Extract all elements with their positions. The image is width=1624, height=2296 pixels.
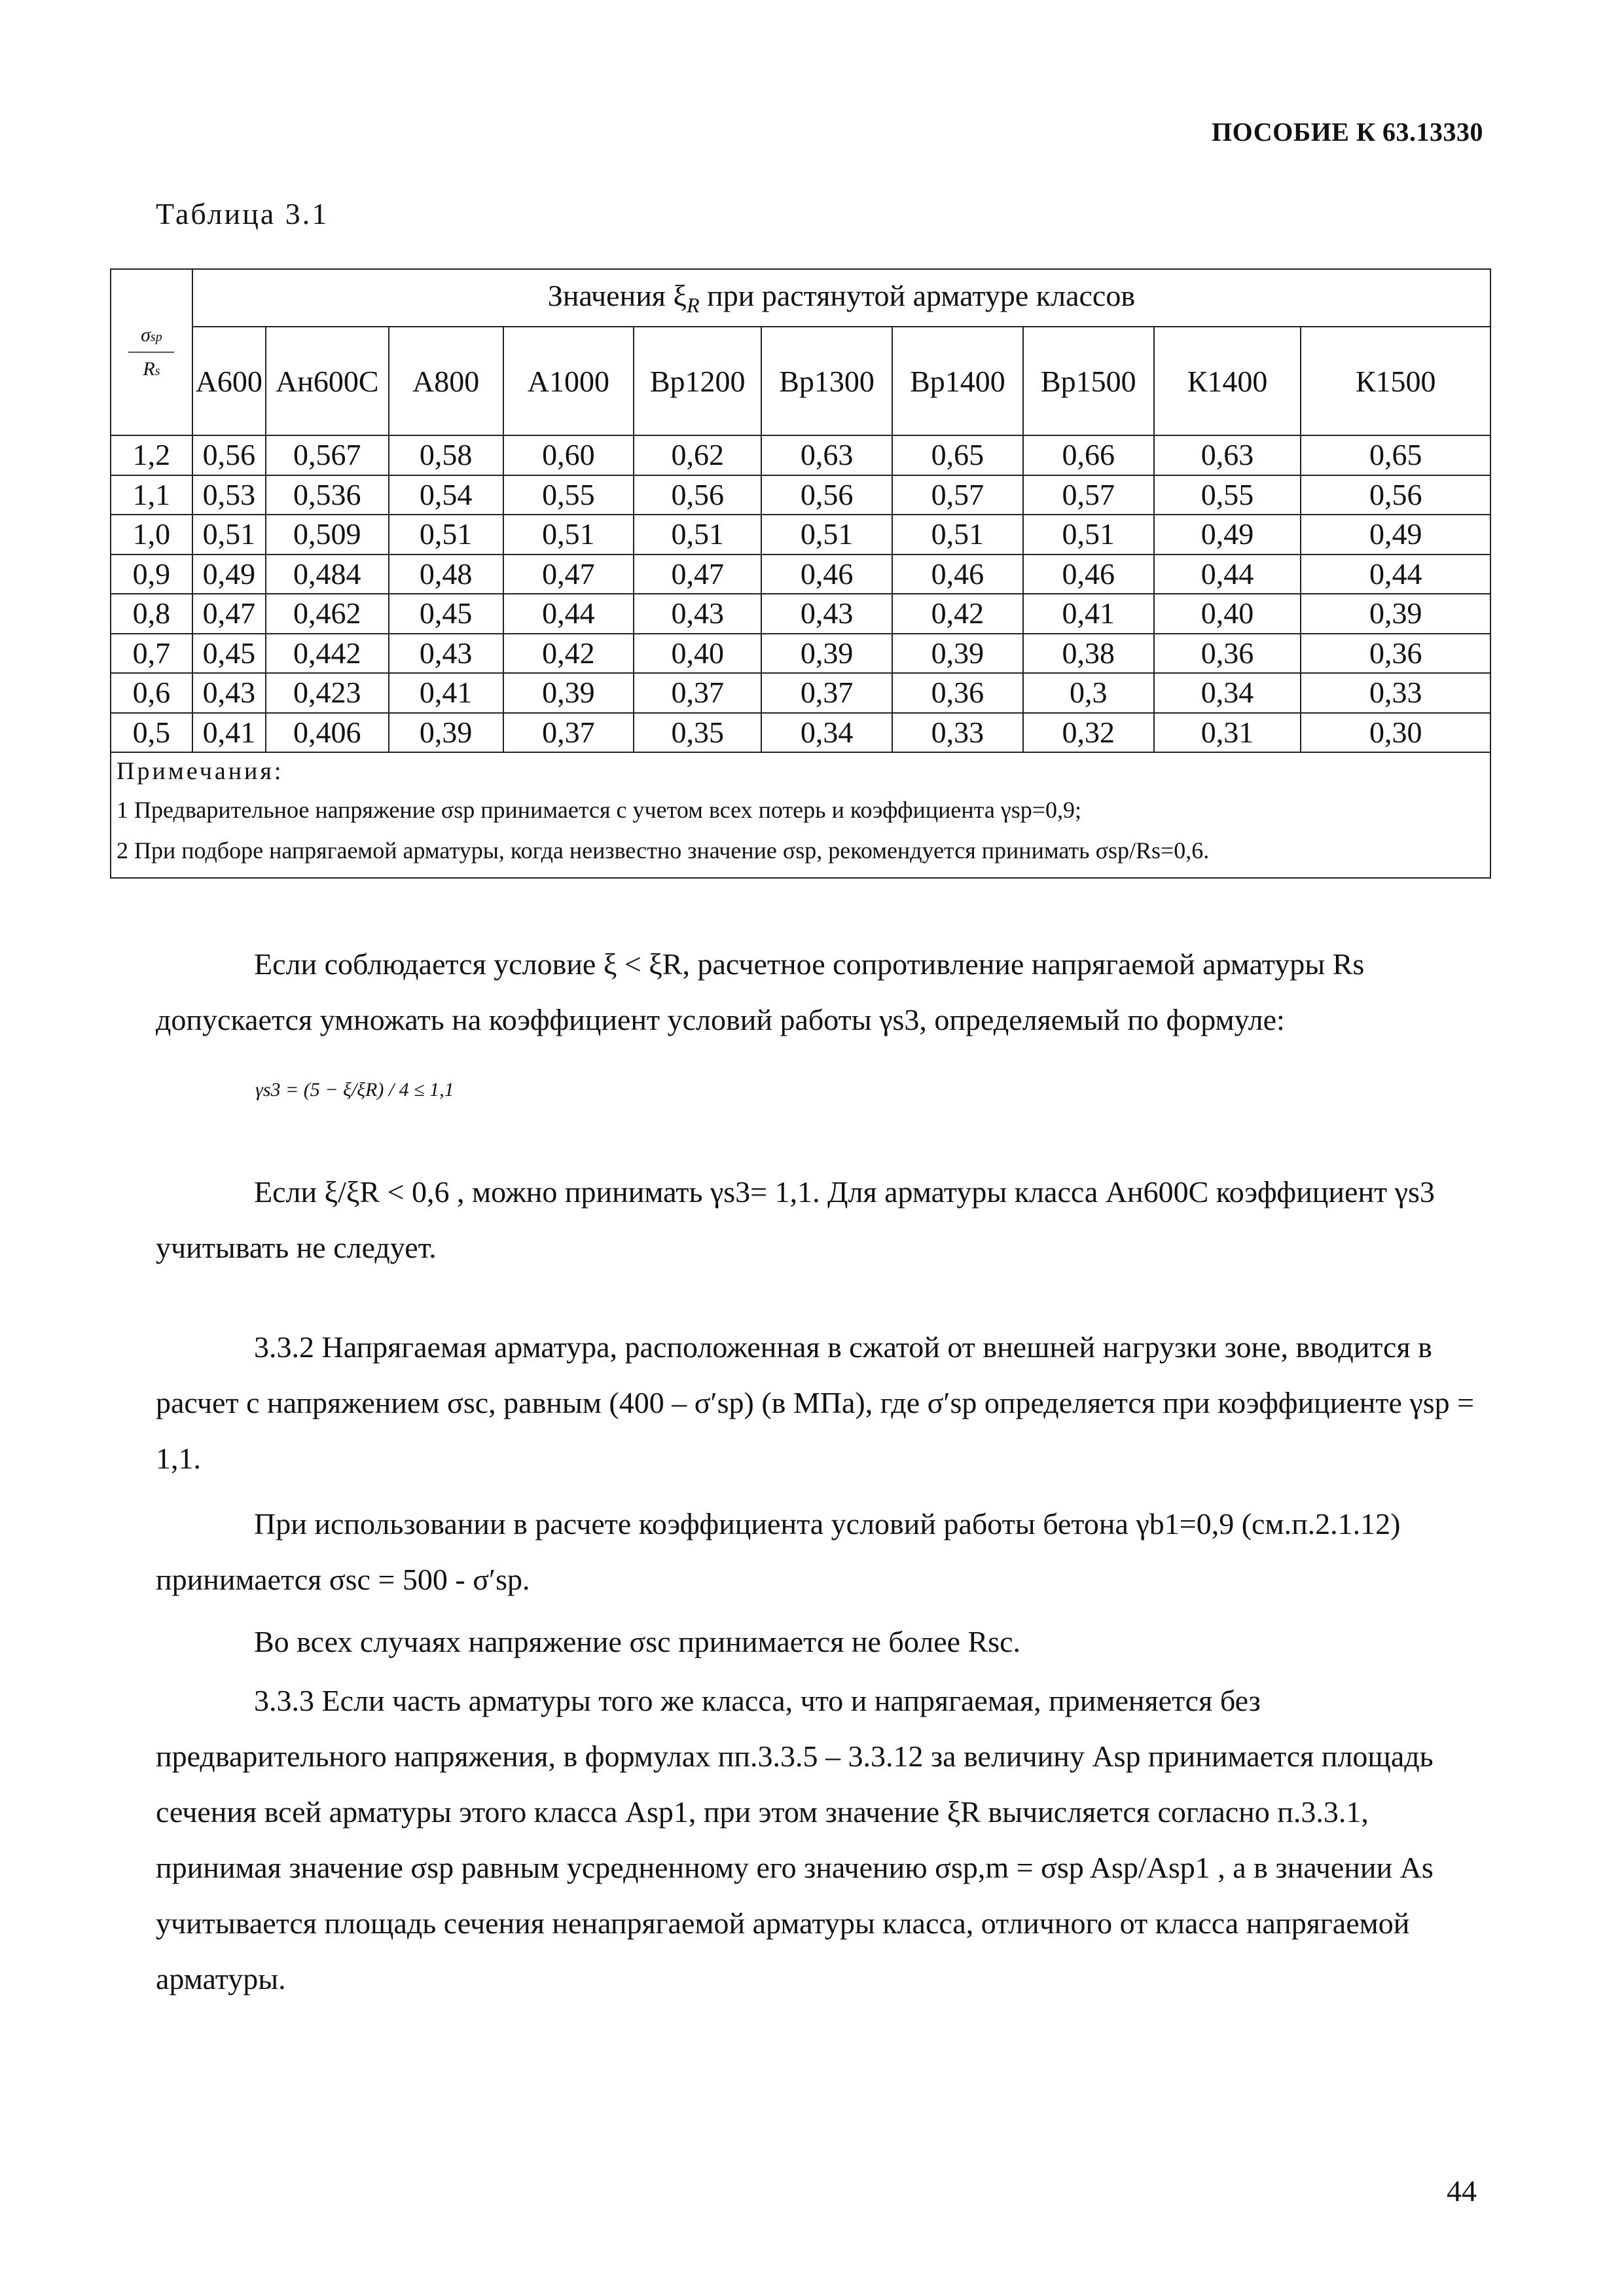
- value-cell: 0,66: [1023, 435, 1154, 475]
- class-header-3: А1000: [503, 327, 634, 435]
- value-cell: 0,51: [761, 515, 892, 555]
- group-header-tail: при растянутой арматуре классов: [699, 278, 1136, 312]
- value-cell: 0,34: [761, 713, 892, 753]
- value-cell: 0,406: [266, 713, 389, 753]
- value-cell: 0,39: [761, 634, 892, 674]
- value-cell: 0,51: [1023, 515, 1154, 555]
- class-header-1: Ан600С: [266, 327, 389, 435]
- value-cell: 0,44: [503, 594, 634, 634]
- value-cell: 0,43: [389, 634, 503, 674]
- value-cell: 0,37: [503, 713, 634, 753]
- value-cell: 0,55: [1154, 475, 1301, 515]
- table-row: [111, 634, 1490, 674]
- paragraph-gamma-b1: При использовании в расчете коэффициента условий работы бетона γb1=0,9 (см.п.2.1.12) принимается σsc = 500 - σ′sp.: [156, 1507, 1401, 1597]
- value-cell: 0,53: [192, 475, 266, 515]
- value-cell: 0,36: [1301, 634, 1490, 674]
- value-cell: 0,43: [634, 594, 761, 634]
- value-cell: 0,536: [266, 475, 389, 515]
- value-cell: 0,57: [1023, 475, 1154, 515]
- value-cell: 0,46: [761, 555, 892, 594]
- table-caption: Таблица 3.1: [156, 197, 329, 230]
- ratio-cell: 1,2: [111, 435, 192, 475]
- value-cell: 0,509: [266, 515, 389, 555]
- value-cell: 0,484: [266, 555, 389, 594]
- value-cell: 0,36: [892, 673, 1023, 713]
- value-cell: 0,47: [503, 555, 634, 594]
- value-cell: 0,51: [892, 515, 1023, 555]
- value-cell: 0,567: [266, 435, 389, 475]
- value-cell: 0,33: [1301, 673, 1490, 713]
- value-cell: 0,65: [892, 435, 1023, 475]
- value-cell: 0,38: [1023, 634, 1154, 674]
- value-cell: 0,462: [266, 594, 389, 634]
- table-row: [111, 594, 1490, 634]
- value-cell: 0,39: [503, 673, 634, 713]
- value-cell: 0,442: [266, 634, 389, 674]
- ratio-cell: 0,8: [111, 594, 192, 634]
- value-cell: 0,63: [761, 435, 892, 475]
- value-cell: 0,56: [761, 475, 892, 515]
- value-cell: 0,44: [1301, 555, 1490, 594]
- page-number: 44: [1447, 2174, 1477, 2208]
- ratio-cell: 1,0: [111, 515, 192, 555]
- value-cell: 0,3: [1023, 673, 1154, 713]
- value-cell: 0,30: [1301, 713, 1490, 753]
- value-cell: 0,65: [1301, 435, 1490, 475]
- value-cell: 0,423: [266, 673, 389, 713]
- value-cell: 0,40: [1154, 594, 1301, 634]
- notes-cell: [111, 752, 1490, 878]
- value-cell: 0,34: [1154, 673, 1301, 713]
- values-table: [110, 268, 1491, 879]
- ratio-cell: 0,6: [111, 673, 192, 713]
- group-header: Значения ξ: [547, 278, 687, 312]
- formula-text: γs3 = (5 − ξ/ξR) / 4 ≤ 1,1: [255, 1079, 454, 1101]
- value-cell: 0,40: [634, 634, 761, 674]
- ratio-numerator: σ: [141, 324, 151, 346]
- value-cell: 0,41: [1023, 594, 1154, 634]
- table-row: [111, 435, 1490, 475]
- value-cell: 0,58: [389, 435, 503, 475]
- note-2: 2 При подборе напрягаемой арматуры, когда неизвестно значение σsp, рекомендуется принимать σsp/Rs=0,6.: [117, 837, 1210, 864]
- paragraph-gamma-s3-text: Если ξ/ξR < 0,6 , можно принимать γs3= 1,1. Для арматуры класса Ан600С коэффициент γs3 учитывать не следует.: [156, 1175, 1435, 1265]
- table-row: [111, 673, 1490, 713]
- group-header-sub: R: [686, 293, 700, 318]
- value-cell: 0,47: [192, 594, 266, 634]
- value-cell: 0,37: [634, 673, 761, 713]
- value-cell: 0,56: [634, 475, 761, 515]
- value-cell: 0,46: [1023, 555, 1154, 594]
- group-header-cell: [192, 269, 1490, 327]
- class-header-8: К1400: [1154, 327, 1301, 435]
- ratio-cell: 0,5: [111, 713, 192, 753]
- paragraph-3-3-3: 3.3.3 Если часть арматуры того же класса, что и напрягаемая, применяется без предварительного напряжения, в формулах пп.3.3.5 – 3.3.12 за величину Asp принимается площадь сечения всей арматуры этого класса Asp1, при этом значение ξR вычисляется согласно п.3.3.1, принимая значение σsp равным усредненному его значению σsp,m = σsp Asp/Asp1 , а в значении As учитывается площадь сечения ненапрягаемой арматуры класса, отличного от класса напрягаемой арматуры.: [156, 1684, 1434, 1996]
- value-cell: 0,41: [389, 673, 503, 713]
- ratio-cell: 0,9: [111, 555, 192, 594]
- table-row: [111, 555, 1490, 594]
- ratio-cell: 0,7: [111, 634, 192, 674]
- value-cell: 0,31: [1154, 713, 1301, 753]
- value-cell: 0,42: [892, 594, 1023, 634]
- value-cell: 0,49: [192, 555, 266, 594]
- value-cell: 0,35: [634, 713, 761, 753]
- ratio-header-cell: [111, 269, 192, 435]
- table-row: [111, 515, 1490, 555]
- value-cell: 0,63: [1154, 435, 1301, 475]
- value-cell: 0,39: [892, 634, 1023, 674]
- ratio-denominator: R: [143, 358, 155, 380]
- table-row: [111, 475, 1490, 515]
- value-cell: 0,49: [1301, 515, 1490, 555]
- value-cell: 0,51: [634, 515, 761, 555]
- table-row: [111, 713, 1490, 753]
- paragraph-sigma-sc: Во всех случаях напряжение σsc принимается не более Rsc.: [254, 1625, 1021, 1658]
- value-cell: 0,36: [1154, 634, 1301, 674]
- value-cell: 0,51: [389, 515, 503, 555]
- class-header-6: Вр1400: [892, 327, 1023, 435]
- value-cell: 0,47: [634, 555, 761, 594]
- value-cell: 0,42: [503, 634, 634, 674]
- value-cell: 0,39: [1301, 594, 1490, 634]
- value-cell: 0,45: [192, 634, 266, 674]
- notes-title: Примечания:: [117, 757, 284, 785]
- value-cell: 0,39: [389, 713, 503, 753]
- value-cell: 0,55: [503, 475, 634, 515]
- formula-gamma-s3: [255, 1079, 454, 1101]
- class-header-4: Вр1200: [634, 327, 761, 435]
- paragraph-condition: Если соблюдается условие ξ < ξR, расчетное сопротивление напрягаемой арматуры Rs допускается умножать на коэффициент условий работы γs3, определяемый по формуле:: [156, 947, 1365, 1037]
- ratio-denominator-sub: s: [154, 364, 160, 378]
- value-cell: 0,51: [503, 515, 634, 555]
- value-cell: 0,37: [761, 673, 892, 713]
- value-cell: 0,57: [892, 475, 1023, 515]
- ratio-cell: 1,1: [111, 475, 192, 515]
- class-header-9: К1500: [1301, 327, 1490, 435]
- ratio-numerator-sub: sp: [150, 330, 162, 344]
- class-header-0: А600: [192, 327, 266, 435]
- document-header: ПОСОБИЕ К 63.13330: [1212, 117, 1483, 147]
- value-cell: 0,60: [503, 435, 634, 475]
- value-cell: 0,43: [192, 673, 266, 713]
- value-cell: 0,46: [892, 555, 1023, 594]
- value-cell: 0,48: [389, 555, 503, 594]
- class-header-2: А800: [389, 327, 503, 435]
- class-header-5: Вр1300: [761, 327, 892, 435]
- value-cell: 0,62: [634, 435, 761, 475]
- value-cell: 0,32: [1023, 713, 1154, 753]
- value-cell: 0,56: [192, 435, 266, 475]
- class-header-7: Вр1500: [1023, 327, 1154, 435]
- note-1: 1 Предварительное напряжение σsp принимается с учетом всех потерь и коэффициента γsp=0,9;: [117, 797, 1082, 823]
- value-cell: 0,41: [192, 713, 266, 753]
- value-cell: 0,56: [1301, 475, 1490, 515]
- value-cell: 0,45: [389, 594, 503, 634]
- value-cell: 0,54: [389, 475, 503, 515]
- value-cell: 0,44: [1154, 555, 1301, 594]
- paragraph-gamma-s3: [156, 1164, 1485, 1275]
- value-cell: 0,51: [192, 515, 266, 555]
- paragraph-3-3-2: 3.3.2 Напрягаемая арматура, расположенная в сжатой от внешней нагрузки зоне, вводится в расчет с напряжением σsc, равным (400 – σ′sp) (в МПа), где σ′sp определяется при коэффициенте γsp = 1,1.: [156, 1330, 1475, 1476]
- value-cell: 0,33: [892, 713, 1023, 753]
- value-cell: 0,49: [1154, 515, 1301, 555]
- value-cell: 0,43: [761, 594, 892, 634]
